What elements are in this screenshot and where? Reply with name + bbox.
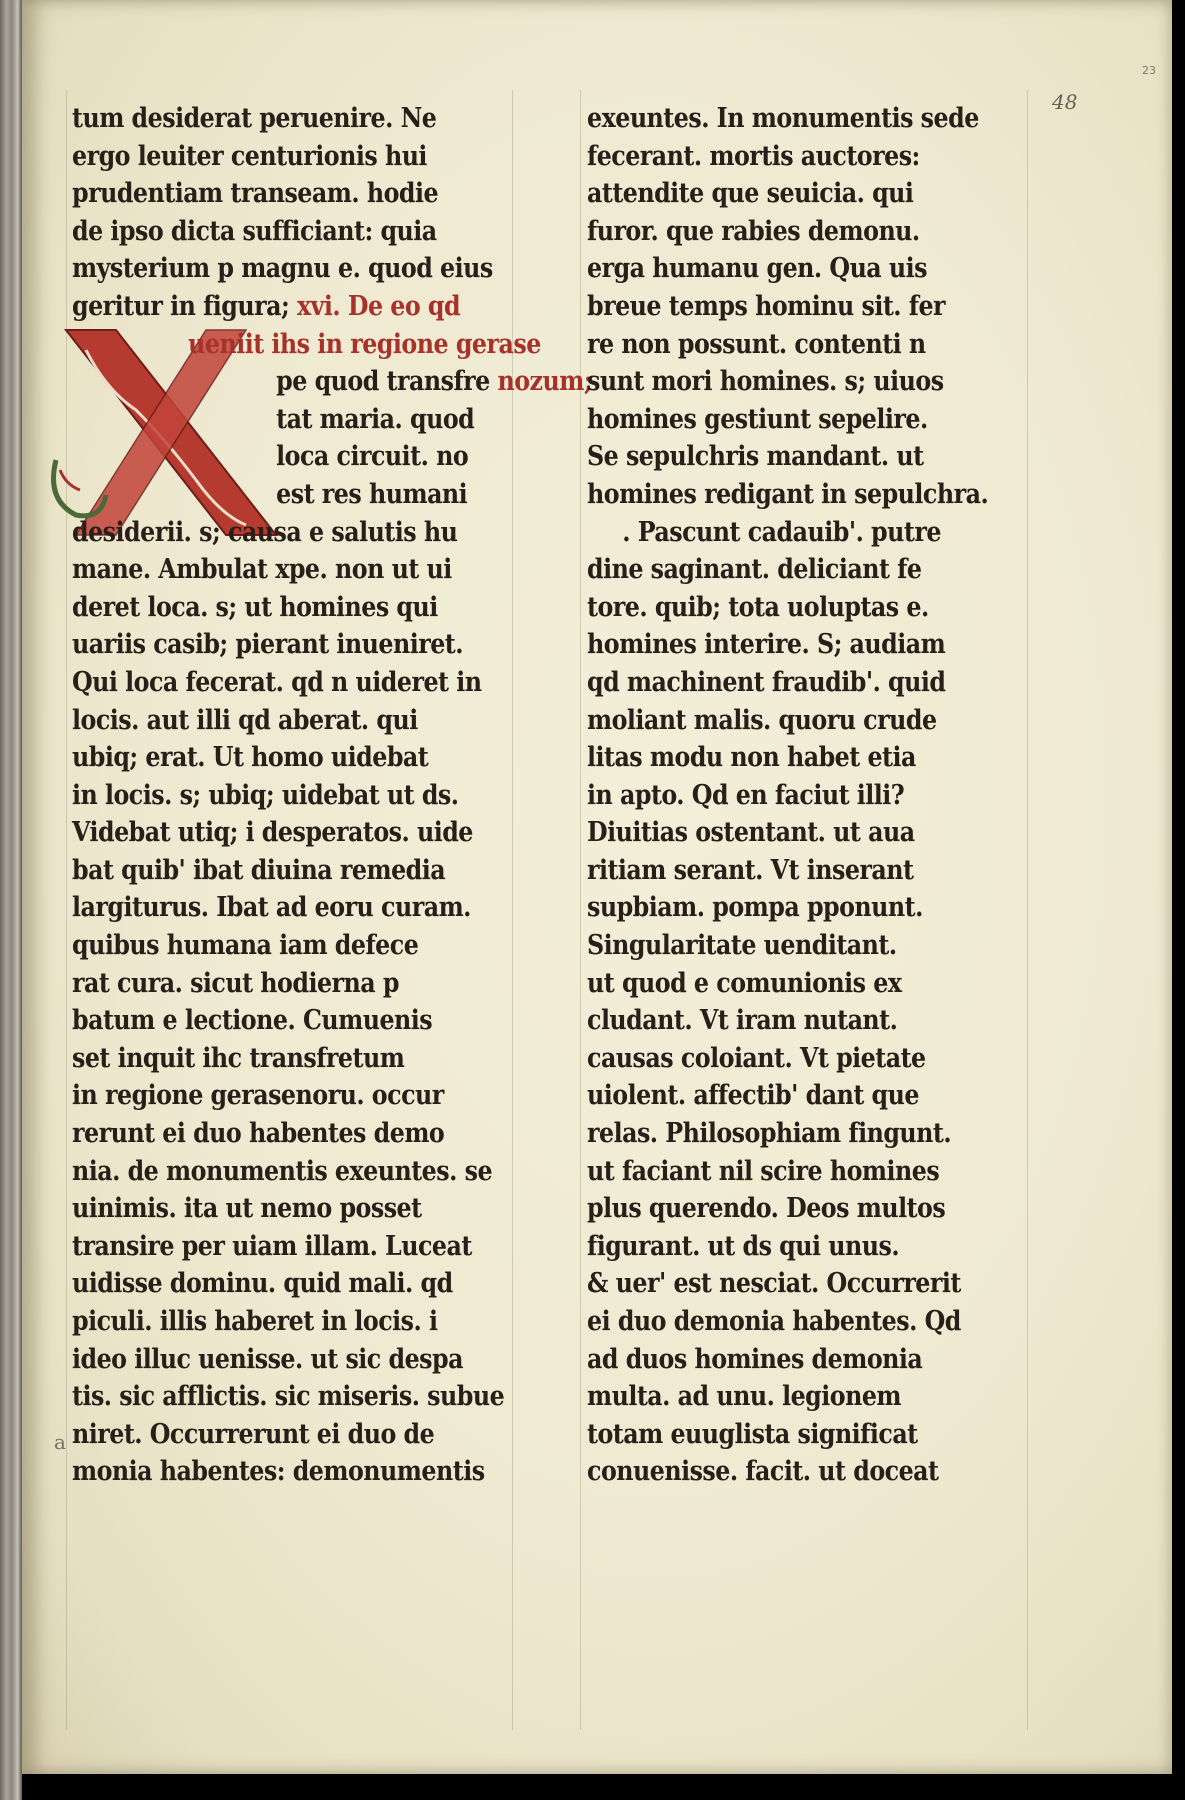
text-segment: geritur in figura; <box>72 290 290 322</box>
text-line: niret. Occurrerunt ei duo de <box>72 1418 435 1450</box>
text-line: breue temps hominu sit. fer <box>587 290 946 322</box>
text-line: nia. de monumentis exeuntes. se <box>72 1155 493 1187</box>
text-line: rat cura. sicut hodierna p <box>72 967 399 999</box>
text-line: tis. sic afflictis. sic miseris. subue <box>72 1381 505 1413</box>
text-line: ergo leuiter centurionis hui <box>72 140 427 172</box>
text-line: est res humani <box>276 478 468 510</box>
gloss-rubric: nozum; <box>497 366 593 398</box>
ruling-line <box>580 90 581 1730</box>
text-line: homines redigant in sepulchra. <box>587 478 989 510</box>
text-line: qd machinent fraudib'. quid <box>587 666 946 698</box>
text-line: ritiam serant. Vt inserant <box>587 854 914 886</box>
text-line: tum desiderat peruenire. Ne <box>72 103 437 134</box>
text-line: ut faciant nil scire homines <box>587 1155 940 1187</box>
text-line: tat maria. quod <box>276 403 475 435</box>
text-line: in regione gerasenoru. occur <box>72 1080 444 1112</box>
text-line: relas. Philosophiam fingunt. <box>587 1118 952 1150</box>
text-line: plus querendo. Deos multos <box>587 1193 946 1225</box>
text-line: de ipso dicta sufficiant: quia <box>72 215 437 247</box>
text-line: desiderii. s; causa e salutis hu <box>72 516 458 548</box>
text-line: & uer' est nesciat. Occurrerit <box>587 1268 961 1300</box>
text-line: quibus humana iam defece <box>72 930 419 962</box>
text-line: cludant. Vt iram nutant. <box>587 1005 898 1037</box>
text-line: conuenisse. facit. ut doceat <box>587 1456 939 1488</box>
book-page-edges <box>0 0 22 1800</box>
text-line: dine saginant. deliciant fe <box>587 554 922 586</box>
text-line: bat quib' ibat diuina remedia <box>72 854 446 886</box>
text-line: . Pascunt cadauib'. putre <box>622 516 941 548</box>
text-line: Singularitate uenditant. <box>587 930 897 962</box>
text-line: in apto. Qd en faciut illi? <box>587 779 905 811</box>
text-line: piculi. illis haberet in locis. i <box>72 1306 438 1337</box>
text-line <box>72 363 593 401</box>
text-line: erga humanu gen. Qua uis <box>587 253 928 285</box>
manuscript-page <box>22 0 1172 1774</box>
text-line: supbiam. pompa pponunt. <box>587 892 923 924</box>
text-line: monia habentes: demonumentis <box>72 1456 485 1488</box>
text-line: transire per uiam illam. Luceat <box>72 1230 472 1262</box>
text-line <box>72 288 461 326</box>
text-line: set inquit ihc transfretum <box>72 1042 405 1074</box>
folio-number: 48 <box>1052 90 1078 114</box>
text-line: fecerant. mortis auctores: <box>587 140 920 172</box>
text-line: mysterium p magnu e. quod eius <box>72 253 493 285</box>
text-line: prudentiam transeam. hodie <box>72 178 439 210</box>
text-line: loca circuit. no <box>276 441 469 473</box>
text-line: uinimis. ita ut nemo posset <box>72 1193 422 1225</box>
text-line: in locis. s; ubiq; uidebat ut ds. <box>72 779 459 811</box>
text-line: batum e lectione. Cumuenis <box>72 1005 433 1037</box>
text-line: furor. que rabies demonu. <box>587 215 920 247</box>
margin-mark: a <box>54 1430 66 1454</box>
text-line: tore. quib; tota uoluptas e. <box>587 591 929 623</box>
text-line: ad duos homines demonia <box>587 1343 923 1375</box>
text-line: rerunt ei duo habentes demo <box>72 1118 445 1150</box>
text-line: locis. aut illi qd aberat. qui <box>72 704 418 736</box>
text-column-left <box>72 100 593 1491</box>
text-line: ubiq; erat. Ut homo uidebat <box>72 742 429 774</box>
text-line: largiturus. Ibat ad eoru curam. <box>72 892 471 924</box>
text-line: figurant. ut ds qui unus. <box>587 1230 900 1262</box>
text-line: totam euuglista significat <box>587 1418 918 1450</box>
text-segment: pe quod transfre <box>276 366 490 398</box>
text-line: uariis casib; pierant inueniret. <box>72 629 463 661</box>
chapter-rubric: xvi. De eo qd <box>296 290 461 322</box>
text-line: uidisse dominu. quid mali. qd <box>72 1268 453 1300</box>
text-line: re non possunt. contenti n <box>587 328 926 360</box>
text-line: ut quod e comunionis ex <box>587 967 902 999</box>
text-line: sunt mori homines. s; uiuos <box>587 366 944 398</box>
text-line: multa. ad unu. legionem <box>587 1381 902 1413</box>
text-line: causas coloiant. Vt pietate <box>587 1042 926 1074</box>
folio-number-small: 23 <box>1142 64 1156 77</box>
text-line: uiolent. affectib' dant que <box>587 1080 919 1112</box>
text-line: litas modu non habet etia <box>587 742 916 774</box>
rubric-line: ueniit ihs in regione gerase <box>188 328 541 360</box>
text-line: moliant malis. quoru crude <box>587 704 937 736</box>
text-line: mane. Ambulat xpe. non ut ui <box>72 554 452 586</box>
text-line: ei duo demonia habentes. Qd <box>587 1306 961 1337</box>
text-column-right <box>587 100 1017 1491</box>
text-line: Se sepulchris mandant. ut <box>587 441 924 473</box>
text-line: homines gestiunt sepelire. <box>587 403 928 435</box>
ruling-line <box>1027 90 1028 1730</box>
text-line: exeuntes. In monumentis sede <box>587 103 979 134</box>
text-line: deret loca. s; ut homines qui <box>72 591 438 623</box>
text-line: Videbat utiq; i desperatos. uide <box>72 817 473 849</box>
text-line: Diuitias ostentant. ut aua <box>587 817 915 849</box>
text-line: ideo illuc uenisse. ut sic despa <box>72 1343 463 1375</box>
text-line: Qui loca fecerat. qd n uideret in <box>72 666 482 698</box>
text-line: attendite que seuicia. qui <box>587 178 914 210</box>
text-line: homines interire. S; audiam <box>587 629 946 661</box>
